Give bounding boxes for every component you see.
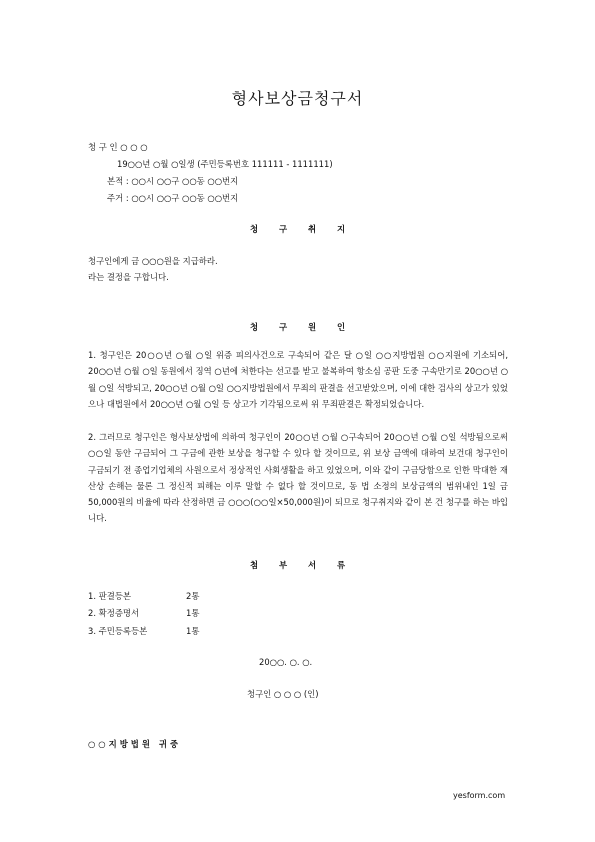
attachment-name: 1. 판결등본 <box>88 591 132 601</box>
document-title: 형사보상금청구서 <box>231 89 364 108</box>
attachments-heading: 첨 부 서 류 <box>249 560 346 570</box>
attachment-count: 1통 <box>186 608 200 618</box>
attachment-item <box>88 625 199 637</box>
claimant-birth: 19○○년 ○월 ○일생 (주민등록번호 111111 - 1111111) <box>117 159 333 169</box>
attachment-name: 2. 확정증명서 <box>88 608 140 618</box>
attachment-count: 1통 <box>186 626 200 636</box>
attachment-item <box>88 590 199 602</box>
claimant-signature: 청구인 ○ ○ ○ (인) <box>247 689 319 699</box>
court-addressee: ○○지방법원 귀중 <box>88 739 182 749</box>
claimant-domicile: 본적 : ○○시 ○○구 ○○동 ○○번지 <box>107 176 239 186</box>
cause-paragraph-2: 2. 그러므로 청구인은 형사보상법에 의하여 청구인이 20○○년 ○월 ○구속되어 20○○년 ○월 ○일 석방됨으로써 ○○일 동안 구금되어 그 구금에 관한 보상을 청구할 수 있다 할 것이므로, 위 보상 금액에 대하여 보건대 청구인이 구금되기 전 종업기업체의 사원으로서 정상적인 사회생활을 하고 있었으며, 이와 같이 구금당함으로 인한 막대한 재산상 손해는 물론 그 정신적 피해는 이루 말할 수 없다 할 것이므로, 동 법 소정의 보상금액의 범위내인 1일 금 50,000원의 비율에 따라 산정하면 금 ○○○(○○일×50,000원)이 되므로 청구취지와 같이 본 건 청구를 하는 바입니다. <box>88 432 508 524</box>
attachment-count: 2통 <box>186 591 200 601</box>
purpose-line-2: 라는 결정을 구합니다. <box>88 272 169 282</box>
document-date: 20○○. ○. ○. <box>259 657 313 667</box>
cause-paragraph-1: 1. 청구인은 20○○년 ○월 ○일 위증 피의사건으로 구속되어 같은 달 ○일 ○○지방법원 ○○지원에 기소되어, 20○○년 ○월 ○일 동원에서 징역 ○년에 처한다는 선고를 받고 불복하여 항소심 공판 도중 구속만기로 20○○년 ○월 ○일 석방되고, 20○○년 ○월 ○일 ○○지방법원에서 무죄의 판결을 선고받았으며, 이에 대한 검사의 상고가 있었으나 대법원에서 20○○년 ○월 ○일 등 상고가 기각됨으로써 위 무죄판결은 확정되었습니다. <box>88 350 508 409</box>
attachment-item <box>88 607 199 619</box>
attachment-name: 3. 주민등록등본 <box>88 626 148 636</box>
claimant-address: 주거 : ○○시 ○○구 ○○동 ○○번지 <box>107 193 239 203</box>
footer-watermark: yesform.com <box>453 791 506 800</box>
cause-heading: 청 구 원 인 <box>249 322 346 332</box>
claimant-header: 청 구 인 ○ ○ ○ <box>88 142 148 152</box>
purpose-line-1: 청구인에게 금 ○○○원을 지급하라. <box>88 256 218 266</box>
purpose-heading: 청 구 취 지 <box>249 224 346 234</box>
